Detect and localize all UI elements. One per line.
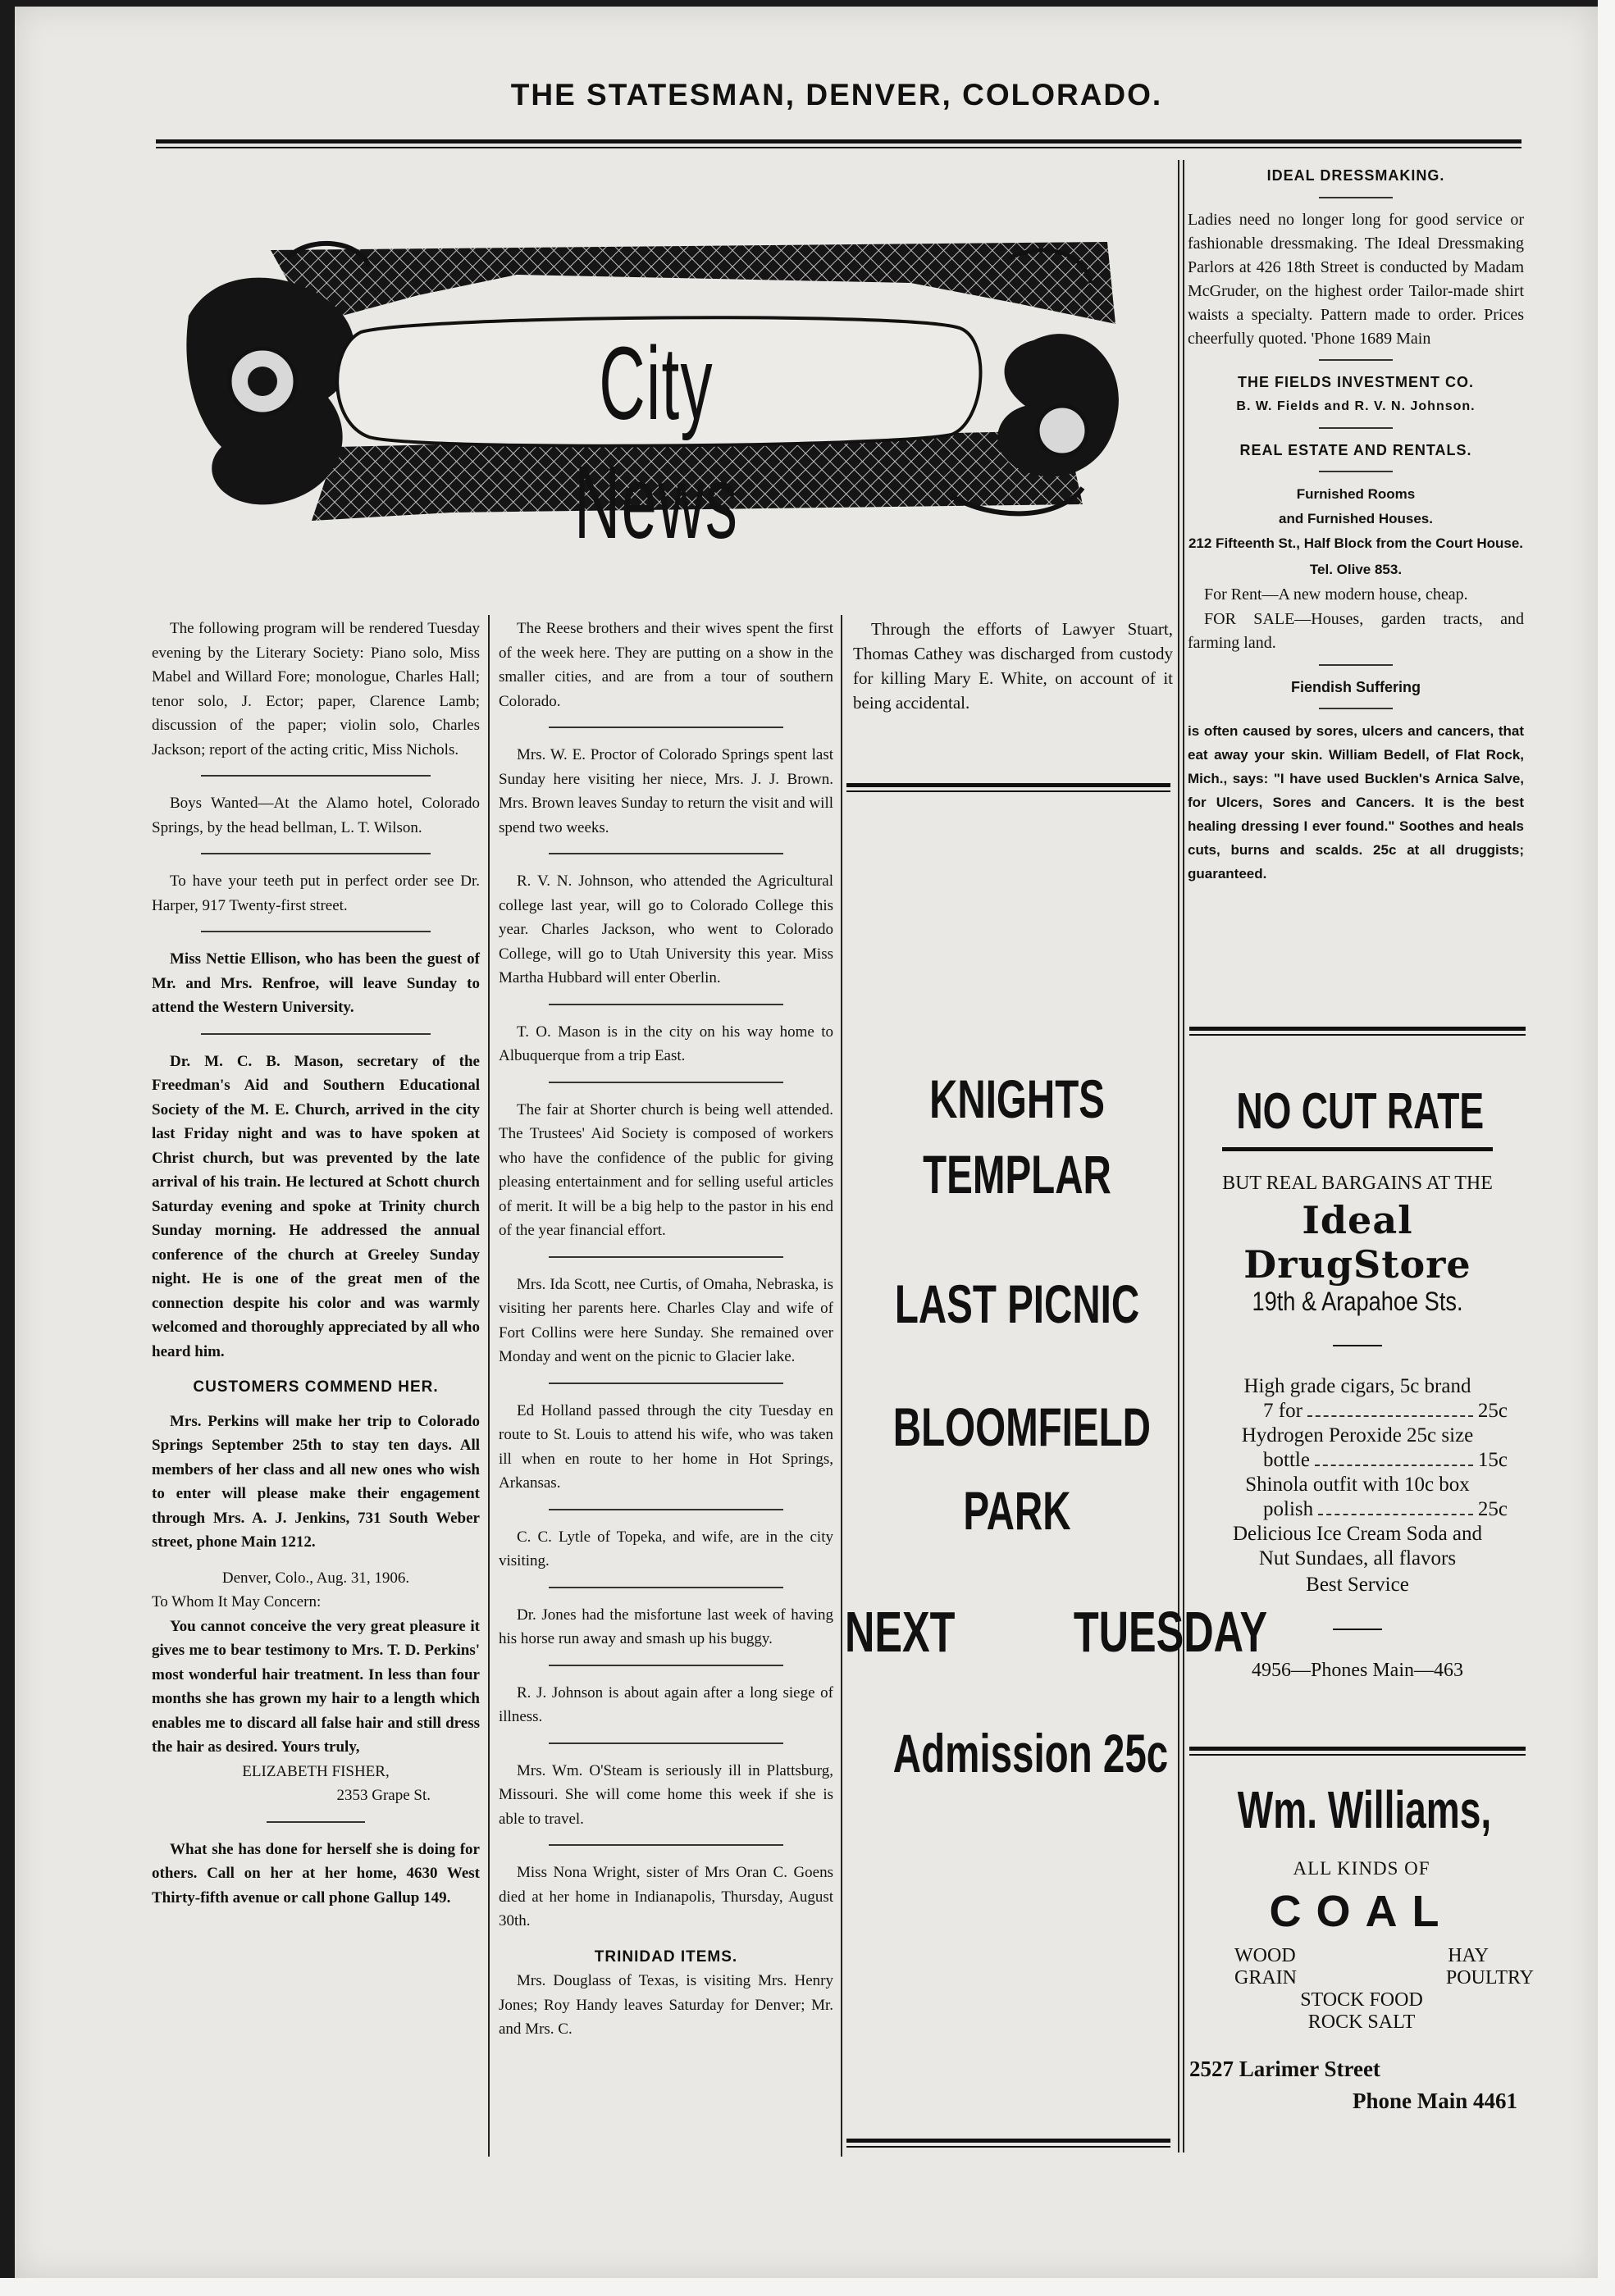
- divider: [1189, 1747, 1526, 1756]
- ad-line: [845, 1599, 1267, 1665]
- news-item: C. C. Lytle of Topeka, and wife, are in the city visiting.: [499, 1528, 833, 1569]
- city-news-banner: [172, 226, 1140, 560]
- divider: [549, 1082, 783, 1083]
- divider: [1319, 427, 1393, 429]
- testimonial: You cannot conceive the very great pleasure it gives me to bear testimony to Mrs. T. D. Perkins' most wonderful hair treatment. In less than four months she has grown my hair to a length which enables me to discard all false hair and still dress the hair as desired. Yours truly,: [152, 1617, 480, 1756]
- divider: [549, 1383, 783, 1384]
- divider: [1319, 471, 1393, 472]
- price-item: Hydrogen Peroxide 25c size: [1241, 1424, 1474, 1446]
- news-item: Miss Nona Wright, sister of Mrs Oran C. Goens died at her home in Indianapolis, Thursday, August 30th.: [499, 1864, 833, 1929]
- news-item: Miss Nettie Ellison, who has been the guest of Mr. and Mrs. Renfroe, will leave Sunday to attend the Western University.: [152, 950, 480, 1016]
- ad-text: For Rent—A new modern house, cheap.: [1204, 585, 1468, 604]
- store-name: Ideal DrugStore: [1243, 1198, 1471, 1287]
- ad-line: 212 Fifteenth St., Half Block from the Court House. Tel. Olive 853.: [1188, 535, 1524, 577]
- ad-headline: COAL: [1269, 1887, 1454, 1936]
- ad-word: WOOD: [1234, 1945, 1296, 1966]
- divider: [846, 783, 1170, 792]
- divider: [1319, 664, 1393, 666]
- ad-address: 2527 Larimer Street: [1189, 2057, 1380, 2081]
- ad-phone: Phone Main 4461: [1352, 2089, 1517, 2113]
- masthead: THE STATESMAN, DENVER, COLORADO.: [510, 78, 1163, 112]
- news-item: The fair at Shorter church is being well attended. The Trustees' Aid Society is composed of workers who have the confidence of the public for giving pleasing entertainment and for selling useful articles of merit. It will be a big help to the pastor in his end of the year financial effort.: [499, 1100, 833, 1239]
- divider: [1189, 1027, 1526, 1036]
- news-item: T. O. Mason is in the city on his way home to Albuquerque from a trip East.: [499, 1023, 833, 1064]
- ad-line: PARK: [963, 1480, 1071, 1541]
- news-item: Dr. M. C. B. Mason, secretary of the Freedman's Aid and Southern Educational Society of the M. E. Church, arrived in the city last Friday night and was to have spoken at Christ church, but was prevented by the late arrival of his train. He lectured at Schott church Saturday evening and spoke at Trinity church Sunday morning. He addressed the annual conference of the church at Greeley Sunday night. He is one of the great men of the connection despite his color and was warmly welcomed and thoroughly appreciated by all who heard him.: [152, 1052, 480, 1360]
- divider: [201, 931, 431, 932]
- scan-margin: [1598, 0, 1615, 2296]
- right-column: [1188, 164, 1524, 886]
- divider: [846, 2139, 1170, 2148]
- price-item: High grade cigars, 5c brand: [1243, 1375, 1471, 1397]
- news-item: Mrs. Perkins will make her trip to Colorado Springs September 25th to stay ten days. All members of her class and all new ones who wish to enter will please make their engagement through Mrs. A. J. Jenkins, 731 South Weber street, phone Main 1212.: [152, 1412, 480, 1551]
- ad-line: ROCK SALT: [1307, 2011, 1416, 2033]
- price-row: [1189, 1399, 1526, 1424]
- ad-line: Admission 25c: [892, 1723, 1169, 1784]
- item-label: bottle: [1263, 1449, 1310, 1471]
- ad-word: GRAIN: [1234, 1967, 1297, 1988]
- store-address: 19th & Arapahoe Sts.: [1252, 1287, 1463, 1316]
- ad-heading: IDEAL DRESSMAKING.: [1266, 167, 1445, 184]
- divider: [549, 1587, 783, 1588]
- banner-title: City News: [573, 326, 739, 560]
- ad-heading: Fiendish Suffering: [1290, 678, 1421, 695]
- ad-row: [1189, 1945, 1534, 1967]
- divider: [549, 1004, 783, 1005]
- masthead-rule: [156, 139, 1521, 148]
- ad-line: STOCK FOOD: [1300, 1989, 1423, 2011]
- news-item: The Reese brothers and their wives spent the first of the week here. They are putting on a show in the smaller cities, and are from a tour of southern Colorado.: [499, 620, 833, 710]
- divider: [549, 727, 783, 728]
- news-item: Mrs. Ida Scott, nee Curtis, of Omaha, Nebraska, is visiting her parents here. Charles Clay and wife of Fort Collins were here Sunday. She remained over Monday and went on the picnic to Glacier lake.: [499, 1275, 833, 1365]
- column-rule: [841, 615, 842, 2157]
- divider: [1333, 1629, 1382, 1630]
- column-2: [499, 617, 833, 2053]
- ad-line: ALL KINDS OF: [1293, 1858, 1430, 1879]
- news-item: Mrs. Douglass of Texas, is visiting Mrs. Henry Jones; Roy Handy leaves Saturday for Denver; Mr. and Mrs. C.: [499, 1972, 833, 2038]
- news-item: What she has done for herself she is doing for others. Call on her at her home, 4630 West Thirty-fifth avenue or call phone Gallup 149.: [152, 1840, 480, 1906]
- ad-word: NEXT: [845, 1600, 956, 1664]
- picnic-ad: [845, 1066, 1267, 1786]
- drug-store-ad: [1189, 1082, 1526, 1682]
- divider: [549, 1509, 783, 1510]
- divider: [201, 853, 431, 854]
- news-item: Boys Wanted—At the Alamo hotel, Colorado Springs, by the head bellman, L. T. Wilson.: [152, 795, 480, 836]
- ad-word: POULTRY: [1445, 1967, 1534, 1988]
- price-item: Delicious Ice Cream Soda and: [1232, 1523, 1483, 1545]
- ad-line: BLOOMFIELD: [892, 1396, 1151, 1457]
- divider: [201, 1033, 431, 1035]
- ad-text: is often caused by sores, ulcers and cancers, that eat away your skin. William Bedell, of Flat Rock, Mich., says: "I have used Bucklen's Arnica Salve, for Ulcers, Sores and Cancers. It is the best healing dressing I ever found." Soothes and heals cuts, burns and scalds. 25c at all druggists; guaranteed.: [1188, 723, 1524, 882]
- ad-line: KNIGHTS: [929, 1068, 1105, 1129]
- price-item: Nut Sundaes, all flavors: [1258, 1547, 1457, 1569]
- divider: [549, 1742, 783, 1744]
- news-item: The following program will be rendered Tuesday evening by the Literary Society: Piano solo, Miss Mabel and Willard Fore; monologue, Charles Hall; tenor solo, J. Ector; paper, Clarence Lamb; discussion of the paper; violin solo, Charles Jackson; report of the acting critic, Miss Nichols.: [152, 620, 480, 758]
- news-item: R. V. N. Johnson, who attended the Agricultural college last year, will go to Colorado College this year. Charles Jackson, who went to Colorado College, will go to Utah University this year. Miss Martha Hubbard will enter Oberlin.: [499, 872, 833, 986]
- ad-text: Ladies need no longer long for good service or fashionable dressmaking. The Ideal Dressmaking Parlors at 426 18th Street is conducted by Madam McGruder, on the highest order Tailor-made shirt waists a specialty. Pattern made to order. Prices cheerfully quoted. 'Phone 1689 Main: [1188, 210, 1524, 348]
- news-item: Through the efforts of Lawyer Stuart, Thomas Cathey was discharged from custody for killing Mary E. White, on account of it being accidental.: [853, 619, 1173, 713]
- signer-address: 2353 Grape St.: [336, 1787, 431, 1804]
- item-price: 25c: [1477, 1400, 1508, 1422]
- divider: [267, 1821, 365, 1823]
- column-1: [152, 617, 480, 1921]
- divider: [549, 1844, 783, 1846]
- section-heading: TRINIDAD ITEMS.: [594, 1947, 738, 1966]
- divider: [1319, 197, 1393, 198]
- ad-line: Furnished Rooms: [1296, 486, 1416, 502]
- ad-heading: THE FIELDS INVESTMENT CO.: [1237, 373, 1474, 390]
- divider: [549, 1665, 783, 1666]
- news-item: To have your teeth put in perfect order see Dr. Harper, 917 Twenty-first street.: [152, 872, 480, 914]
- phones: 4956—Phones Main—463: [1252, 1660, 1463, 1681]
- section-heading: CUSTOMERS COMMEND HER.: [193, 1378, 439, 1396]
- ad-word: HAY: [1448, 1945, 1489, 1966]
- ad-subheading: B. W. Fields and R. V. N. Johnson.: [1236, 399, 1476, 413]
- column-3: [853, 617, 1173, 727]
- news-item: Mrs. Wm. O'Steam is seriously ill in Plattsburg, Missouri. She will come home this week if she is able to travel.: [499, 1761, 833, 1828]
- ad-line: and Furnished Houses.: [1279, 510, 1433, 526]
- ad-line: BUT REAL BARGAINS AT THE: [1222, 1173, 1493, 1194]
- item-label: 7 for: [1263, 1400, 1302, 1422]
- news-item: Mrs. W. E. Proctor of Colorado Springs spent last Sunday here visiting her niece, Mrs. J. J. Brown. Mrs. Brown leaves Sunday to return the visit and will spend two weeks.: [499, 746, 833, 836]
- price-row: [1189, 1448, 1526, 1473]
- news-item: Dr. Jones had the misfortune last week of having his horse run away and smash up his buggy.: [499, 1606, 833, 1647]
- ad-text: FOR SALE—Houses, garden tracts, and farming land.: [1188, 609, 1524, 652]
- scan-margin-bottom: [0, 2278, 1615, 2296]
- ad-heading: REAL ESTATE AND RENTALS.: [1239, 441, 1472, 458]
- ad-line: Best Service: [1306, 1574, 1409, 1596]
- divider: [549, 853, 783, 854]
- item-label: polish: [1263, 1498, 1314, 1520]
- ad-line: LAST PICNIC: [894, 1273, 1140, 1334]
- ad-headline: NO CUT RATE: [1236, 1083, 1485, 1140]
- column-rule: [488, 615, 490, 2157]
- price-row: [1189, 1497, 1526, 1522]
- news-item: R. J. Johnson is about again after a long siege of illness.: [499, 1683, 833, 1725]
- coal-ad: [1189, 1779, 1534, 2114]
- divider: [1222, 1147, 1493, 1151]
- divider: [549, 1256, 783, 1258]
- item-price: 15c: [1477, 1449, 1508, 1471]
- signer: ELIZABETH FISHER,: [242, 1762, 390, 1780]
- ad-headline: Wm. Williams,: [1237, 1780, 1492, 1839]
- dateline: Denver, Colo., Aug. 31, 1906.: [221, 1569, 410, 1587]
- salutation: To Whom It May Concern:: [152, 1593, 322, 1610]
- news-item: Ed Holland passed through the city Tuesday en route to St. Louis to attend his wife, who was taken ill when en route to her home in Hot Springs, Arkansas.: [499, 1401, 833, 1492]
- divider: [1319, 359, 1393, 361]
- divider: [201, 775, 431, 777]
- ad-word: TUESDAY: [1073, 1600, 1267, 1664]
- ad-line: TEMPLAR: [923, 1144, 1111, 1205]
- divider: [1319, 708, 1393, 709]
- divider: [1333, 1345, 1382, 1346]
- ad-row: [1189, 1967, 1534, 1989]
- item-price: 25c: [1477, 1498, 1508, 1520]
- price-item: Shinola outfit with 10c box: [1245, 1474, 1470, 1496]
